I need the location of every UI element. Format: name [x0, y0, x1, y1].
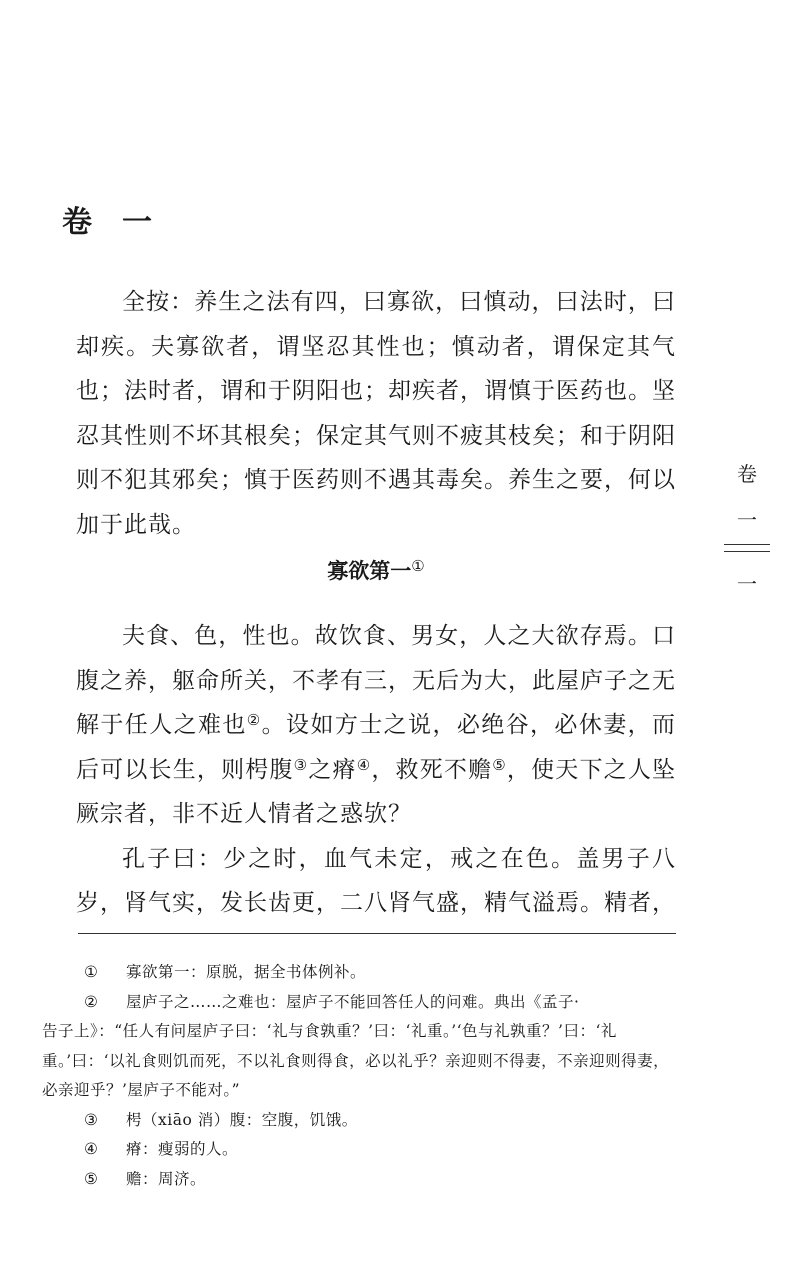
footnotes	[42, 958, 684, 1194]
footnote-mark: ①	[84, 963, 99, 981]
text-run: ，使天下之人坠厥宗者，非不近人情者之惑欤？	[76, 756, 677, 827]
footnote-ref: ④	[356, 755, 372, 774]
footnote-text: 寡欲第一：原脱，据全书体例补。	[126, 963, 367, 981]
footnote-ref: ①	[411, 557, 425, 575]
footnote-mark: ②	[84, 992, 99, 1011]
footnote-mark: ③	[84, 1110, 99, 1129]
footnote-mark: ⑤	[84, 1169, 99, 1188]
footnote-item	[84, 1135, 684, 1165]
footnote-text: 屋庐子之……之难也：屋庐子不能回答任人的问难。典出《孟子·	[126, 992, 580, 1011]
text-run: 夫食、色，性也。故饮食、男女，人之大欲存焉。口腹之养，躯命所关，不孝有三，无后为大，此屋庐子之无解于任人之难也	[76, 623, 676, 738]
intro-paragraph-block	[76, 280, 676, 547]
running-header-char: 一	[737, 508, 757, 532]
paragraph	[76, 614, 676, 837]
footnote-text: 瘠：瘦弱的人。	[126, 1140, 239, 1158]
running-header-rule	[724, 551, 770, 552]
footnote-ref: ②	[246, 711, 262, 729]
footnote-text: 枵（xiāo 消）腹：空腹，饥饿。	[126, 1110, 358, 1129]
running-header-rule	[724, 544, 770, 545]
footnote-ref: ⑤	[492, 755, 507, 774]
footnote-divider	[78, 933, 676, 934]
footnote-item	[84, 1165, 684, 1195]
text-run: ，救死不赡	[371, 756, 493, 783]
section-heading-text: 寡欲第一	[327, 558, 412, 583]
footnote-text: 赡：周济。	[126, 1169, 207, 1188]
text-run: 。设如方士之说，必绝谷，必休妻，而后可以长生，则枵腹	[76, 712, 677, 783]
text-run: 之瘠	[308, 756, 357, 783]
running-header-char: 卷	[737, 462, 757, 486]
page-number: 一	[737, 572, 757, 596]
footnote-item	[42, 988, 684, 1106]
main-text-block	[76, 614, 676, 926]
intro-paragraph: 全按：养生之法有四，曰寡欲，曰慎动，曰法时，曰却疾。夫寡欲者，谓坚忍其性也；慎动者，谓保定其气也；法时者，谓和于阴阳也；却疾者，谓慎于医药也。坚忍其性则不坏其根矣；保定其气则不疲其枝矣；和于阴阳则不犯其邪矣；慎于医药则不遇其毒矣。养生之要，何以加于此哉。	[76, 289, 676, 538]
footnote-continuation: 告子上》：“任人有问屋庐子曰：‘礼与食孰重？’曰：‘礼重。’‘色与礼孰重？’曰：‘礼重。’曰：‘以礼食则饥而死，不以礼食则得食，必以礼乎？亲迎则不得妻，不亲迎则得妻，必亲迎乎？’屋庐子不能对。”	[42, 1022, 670, 1099]
footnote-mark: ④	[84, 1140, 99, 1158]
chapter-title: 卷 一	[62, 205, 152, 240]
footnote-ref: ③	[293, 755, 309, 774]
footnote-item	[84, 1106, 684, 1136]
paragraph: 孔子曰：少之时，血气未定，戒之在色。盖男子八岁，肾气实，发长齿更，二八肾气盛，精气溢焉。精者，	[76, 845, 676, 916]
section-heading	[76, 554, 676, 588]
footnote-item	[84, 958, 684, 988]
